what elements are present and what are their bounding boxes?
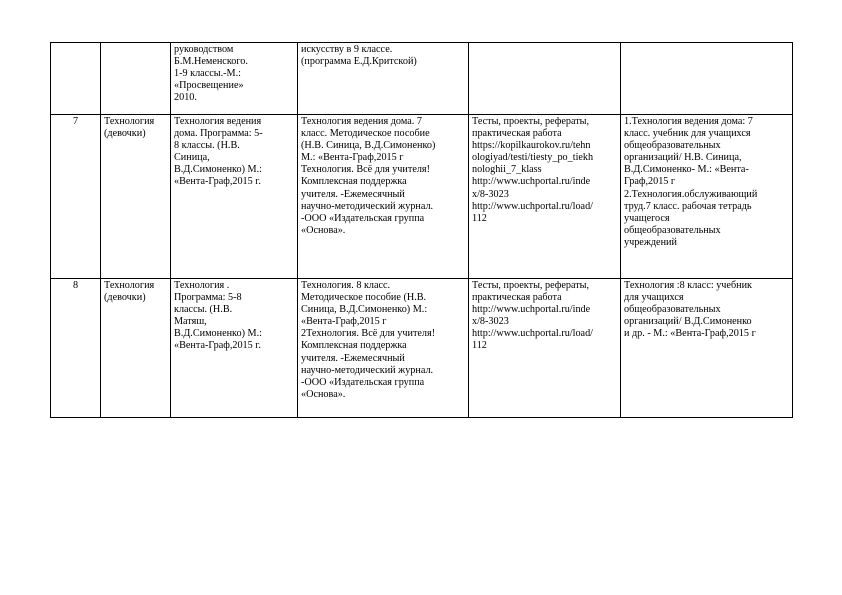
textbooks-line: Граф,2015 г [624, 176, 676, 188]
program-line: дома. Программа: 5- [174, 128, 263, 140]
manual-line: Технология. 8 класс. [301, 280, 391, 291]
textbooks-line: общеобразовательных [624, 224, 721, 236]
textbooks-line: Технология :8 класс: учебник [624, 280, 752, 291]
resource-link[interactable]: x/8-3023 [472, 316, 509, 328]
resource-link[interactable]: nologhii_7_klass [472, 164, 542, 176]
textbooks-cell [621, 279, 793, 418]
subject-line: (девочки) [104, 292, 146, 304]
curriculum-table [50, 42, 793, 418]
resources-line: Тесты, проекты, рефераты, [472, 116, 590, 127]
resource-link[interactable]: ologiyad/testi/tiesty_po_tiekh [472, 152, 594, 164]
manual-line: «Основа». [301, 224, 346, 236]
row-number-cell [51, 115, 101, 279]
resource-link[interactable]: x/8-3023 [472, 188, 509, 200]
program-line: «Вента-Граф,2015 г. [174, 176, 261, 188]
textbooks-line: 1.Технология ведения дома: 7 [624, 116, 753, 127]
textbooks-line: учреждений [624, 236, 677, 248]
resource-link[interactable]: http://www.uchportal.ru/inde [472, 176, 591, 188]
resources-cell [469, 115, 621, 279]
program-line: классы. (Н.В. [174, 304, 233, 316]
resource-link[interactable]: https://kopilkaurokov.ru/tehn [472, 140, 591, 152]
textbooks-line: труд.7 класс. рабочая тетрадь [624, 200, 752, 212]
manual-line: (программа Е.Д.Критской) [301, 56, 417, 68]
subject-cell [101, 115, 171, 279]
textbooks-cell [621, 43, 793, 115]
table-row [51, 43, 793, 115]
resources-line: практическая работа [472, 128, 562, 140]
program-line: Матяш, [174, 316, 207, 328]
resource-link[interactable]: 112 [472, 212, 487, 224]
manual-cell [298, 279, 469, 418]
program-line: Программа: 5-8 [174, 292, 242, 304]
manual-cell [298, 43, 469, 115]
manual-line: класс. Методическое пособие [301, 128, 430, 140]
resources-line: практическая работа [472, 292, 562, 304]
manual-line: Технология ведения дома. 7 [301, 116, 422, 127]
row-number-cell [51, 279, 101, 418]
textbooks-line: класс. учебник для учащихся [624, 128, 751, 140]
textbooks-line: общеобразовательных [624, 140, 721, 152]
program-line: руководством [174, 44, 234, 55]
program-line: 1-9 классы.-М.: [174, 68, 241, 80]
manual-line: учителя. -Ежемесячный [301, 352, 405, 364]
manual-line: -ООО «Издательская группа [301, 212, 425, 224]
manual-line: (Н.В. Синица, В.Д.Симоненко) [301, 140, 436, 152]
manual-line: «Основа». [301, 388, 346, 400]
textbooks-line: и др. - М.: «Вента-Граф,2015 г [624, 328, 756, 340]
program-line: В.Д.Симоненко) М.: [174, 164, 262, 176]
resources-cell [469, 43, 621, 115]
textbooks-line: общеобразовательных [624, 304, 721, 316]
row-number: 8 [72, 280, 79, 291]
textbooks-line: для учащихся [624, 292, 684, 304]
manual-cell [298, 115, 469, 279]
table-row [51, 279, 793, 418]
program-line: «Вента-Граф,2015 г. [174, 340, 261, 352]
textbooks-line: 2.Технология.обслуживающий [624, 188, 758, 200]
row-number: 7 [72, 116, 79, 127]
program-line: В.Д.Симоненко) М.: [174, 328, 262, 340]
textbooks-line: организаций/ В.Д.Симоненко [624, 316, 752, 328]
subject-cell [101, 43, 171, 115]
textbooks-line: учащегося [624, 212, 670, 224]
subject-line: Технология [104, 280, 155, 291]
program-line: «Просвещение» [174, 80, 244, 92]
manual-line: М.: «Вента-Граф,2015 г [301, 152, 404, 164]
program-line: Синица, [174, 152, 210, 164]
textbooks-cell [621, 115, 793, 279]
row-number-cell [51, 43, 101, 115]
manual-line: «Вента-Граф,2015 г [301, 316, 387, 328]
textbooks-line: В.Д.Симоненко- М.: «Вента- [624, 164, 749, 176]
program-line: Технология ведения [174, 116, 262, 127]
program-line: 2010. [174, 92, 197, 104]
manual-line: -ООО «Издательская группа [301, 376, 425, 388]
manual-line: Технология. Всё для учителя! [301, 164, 431, 176]
manual-line: Синица, В.Д.Симоненко) М.: [301, 304, 428, 316]
subject-line: (девочки) [104, 128, 146, 140]
textbooks-line: организаций/ Н.В. Синица, [624, 152, 742, 164]
program-cell [171, 115, 298, 279]
resources-cell [469, 279, 621, 418]
manual-line: искусству в 9 классе. [301, 44, 393, 55]
resource-link[interactable]: http://www.uchportal.ru/load/ [472, 200, 594, 212]
manual-line: учителя. -Ежемесячный [301, 188, 405, 200]
program-cell [171, 279, 298, 418]
program-line: 8 классы. (Н.В. [174, 140, 240, 152]
subject-line: Технология [104, 116, 155, 127]
subject-cell [101, 279, 171, 418]
manual-line: Комплексная поддержка [301, 176, 407, 188]
program-cell [171, 43, 298, 115]
program-line: Технология . [174, 280, 230, 291]
manual-line: Комплексная поддержка [301, 340, 407, 352]
resources-line: Тесты, проекты, рефераты, [472, 280, 590, 291]
resource-link[interactable]: http://www.uchportal.ru/inde [472, 304, 591, 316]
resource-link[interactable]: 112 [472, 340, 487, 352]
manual-line: Методическое пособие (Н.В. [301, 292, 427, 304]
resource-link[interactable]: http://www.uchportal.ru/load/ [472, 328, 594, 340]
table-row [51, 115, 793, 279]
program-line: Б.М.Неменского. [174, 56, 248, 68]
manual-line: научно-методический журнал. [301, 200, 434, 212]
manual-line: 2Технология. Всё для учителя! [301, 328, 436, 340]
manual-line: научно-методический журнал. [301, 364, 434, 376]
